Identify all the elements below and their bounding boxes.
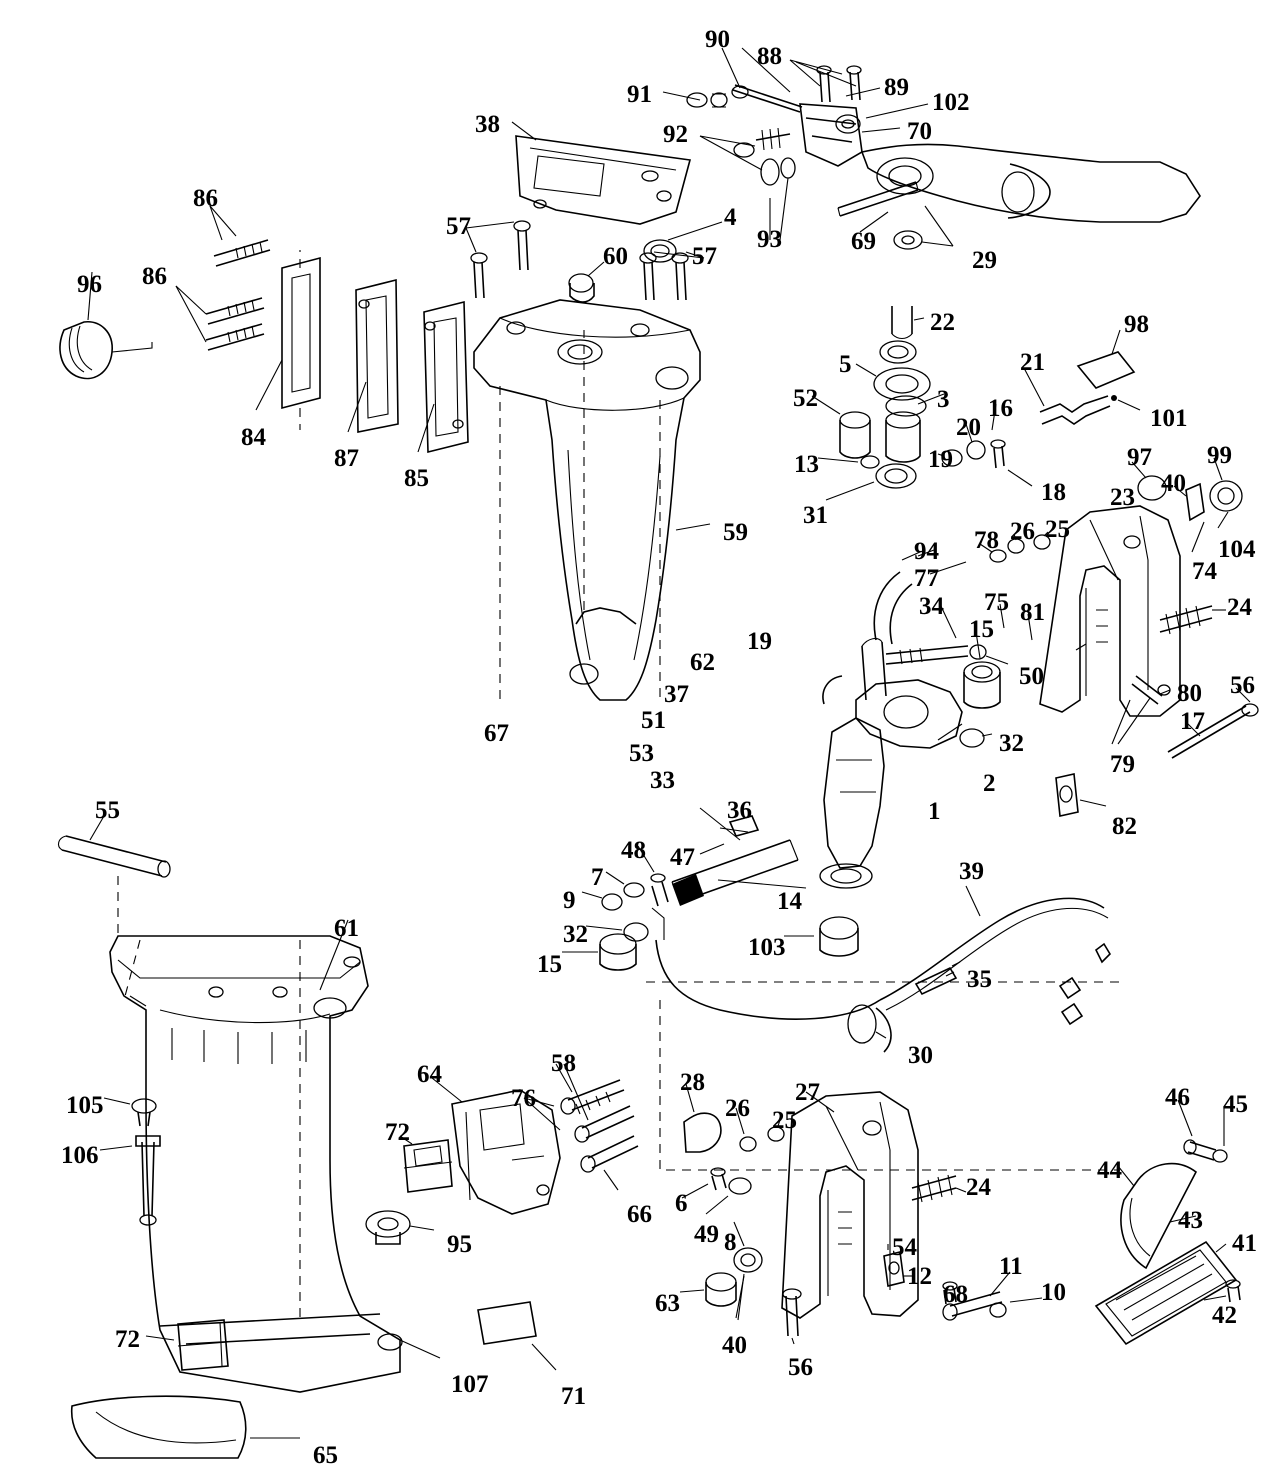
callout-48: 48 <box>621 837 646 864</box>
callout-3: 3 <box>937 386 950 413</box>
callout-32-upper: 32 <box>999 730 1024 757</box>
callout-64: 64 <box>417 1061 442 1088</box>
callout-34: 34 <box>919 593 944 620</box>
callout-24-lower: 24 <box>966 1174 991 1201</box>
callout-63: 63 <box>655 1290 680 1317</box>
callout-68: 68 <box>943 1281 968 1308</box>
callout-87: 87 <box>334 445 359 472</box>
callout-86-lower: 86 <box>142 263 167 290</box>
callout-45: 45 <box>1223 1091 1248 1118</box>
callout-19-upper: 19 <box>928 446 953 473</box>
callout-65: 65 <box>313 1442 338 1469</box>
callout-44: 44 <box>1097 1157 1122 1184</box>
callout-82: 82 <box>1112 813 1137 840</box>
callout-88: 88 <box>757 43 782 70</box>
callout-78: 78 <box>974 527 999 554</box>
callout-76: 76 <box>511 1085 536 1112</box>
callout-53: 53 <box>629 740 654 767</box>
callout-57-top-right: 57 <box>692 243 717 270</box>
callout-107: 107 <box>451 1371 489 1398</box>
callout-81: 81 <box>1020 599 1045 626</box>
callout-1: 1 <box>928 798 941 825</box>
callout-72-lower: 72 <box>115 1326 140 1353</box>
callout-40-lower: 40 <box>722 1332 747 1359</box>
callout-72-upper: 72 <box>385 1119 410 1146</box>
callout-2: 2 <box>983 770 996 797</box>
callout-15-upper: 15 <box>969 616 994 643</box>
swivel-shaft-group <box>812 306 1140 500</box>
callout-23: 23 <box>1110 484 1135 511</box>
callout-9: 9 <box>563 887 576 914</box>
callout-17: 17 <box>1180 708 1205 735</box>
callout-38: 38 <box>475 111 500 138</box>
callout-51: 51 <box>641 707 666 734</box>
callout-57-top-left: 57 <box>446 213 471 240</box>
callout-25-upper: 25 <box>1045 516 1070 543</box>
callout-21: 21 <box>1020 349 1045 376</box>
callout-60: 60 <box>603 243 628 270</box>
lower-housing-group <box>59 816 638 1458</box>
callout-35: 35 <box>967 966 992 993</box>
callout-59: 59 <box>723 519 748 546</box>
callout-39: 39 <box>959 858 984 885</box>
callout-8: 8 <box>724 1229 737 1256</box>
callout-47: 47 <box>670 844 695 871</box>
callout-40-upper: 40 <box>1161 470 1186 497</box>
callout-56-bottom: 56 <box>788 1354 813 1381</box>
callout-92: 92 <box>663 121 688 148</box>
callout-56-right: 56 <box>1230 672 1255 699</box>
callout-93: 93 <box>757 226 782 253</box>
callout-14: 14 <box>777 888 802 915</box>
callout-37: 37 <box>664 681 689 708</box>
callout-33: 33 <box>650 767 675 794</box>
callout-105: 105 <box>66 1092 104 1119</box>
callout-89: 89 <box>884 74 909 101</box>
callout-29: 29 <box>972 247 997 274</box>
callout-16: 16 <box>988 395 1013 422</box>
callout-46: 46 <box>1165 1084 1190 1111</box>
callout-79: 79 <box>1110 751 1135 778</box>
callout-90: 90 <box>705 26 730 53</box>
callout-95: 95 <box>447 1231 472 1258</box>
callout-42: 42 <box>1212 1302 1237 1329</box>
callout-26-lower: 26 <box>725 1095 750 1122</box>
callout-18: 18 <box>1041 479 1066 506</box>
callout-71: 71 <box>561 1383 586 1410</box>
callout-102: 102 <box>932 89 970 116</box>
callout-43: 43 <box>1178 1207 1203 1234</box>
callout-54: 54 <box>892 1234 917 1261</box>
callout-69: 69 <box>851 228 876 255</box>
callout-5: 5 <box>839 351 852 378</box>
callout-6: 6 <box>675 1190 688 1217</box>
callout-22: 22 <box>930 309 955 336</box>
callout-106: 106 <box>61 1142 99 1169</box>
callout-97: 97 <box>1127 444 1152 471</box>
callout-41: 41 <box>1232 1230 1257 1257</box>
callout-75: 75 <box>984 589 1009 616</box>
clamp-bracket-right <box>1040 458 1258 816</box>
callout-30: 30 <box>908 1042 933 1069</box>
callout-61: 61 <box>334 915 359 942</box>
callout-4: 4 <box>724 204 737 231</box>
callout-94: 94 <box>914 538 939 565</box>
callout-50: 50 <box>1019 663 1044 690</box>
callout-104: 104 <box>1218 536 1256 563</box>
callout-20: 20 <box>956 414 981 441</box>
callout-24-upper: 24 <box>1227 594 1252 621</box>
callout-86-upper: 86 <box>193 185 218 212</box>
callout-49: 49 <box>694 1221 719 1248</box>
callout-70: 70 <box>907 118 932 145</box>
callout-32-lower: 32 <box>563 921 588 948</box>
callout-13: 13 <box>794 451 819 478</box>
callout-99: 99 <box>1207 442 1232 469</box>
callout-31: 31 <box>803 502 828 529</box>
callout-84: 84 <box>241 424 266 451</box>
callout-7: 7 <box>591 864 604 891</box>
callout-26-upper: 26 <box>1010 518 1035 545</box>
callout-62: 62 <box>690 649 715 676</box>
callout-67: 67 <box>484 720 509 747</box>
callout-91: 91 <box>627 81 652 108</box>
callout-15-lower: 15 <box>537 951 562 978</box>
clamp-bracket-lower <box>680 1084 1042 1344</box>
callout-103: 103 <box>748 934 786 961</box>
callout-12: 12 <box>907 1263 932 1290</box>
callout-77: 77 <box>914 565 939 592</box>
callout-11: 11 <box>999 1253 1023 1280</box>
callout-80: 80 <box>1177 680 1202 707</box>
callout-28: 28 <box>680 1069 705 1096</box>
callout-36: 36 <box>727 797 752 824</box>
upper-housing-group <box>60 122 722 700</box>
callout-66: 66 <box>627 1201 652 1228</box>
callout-55: 55 <box>95 797 120 824</box>
callout-10: 10 <box>1041 1279 1066 1306</box>
shift-linkage-group <box>663 48 1200 249</box>
callout-19-lower: 19 <box>747 628 772 655</box>
callout-74: 74 <box>1192 558 1217 585</box>
callout-101: 101 <box>1150 405 1188 432</box>
callout-27: 27 <box>795 1079 820 1106</box>
callout-25-lower: 25 <box>772 1107 797 1134</box>
callout-52: 52 <box>793 385 818 412</box>
callout-85: 85 <box>404 465 429 492</box>
callout-58: 58 <box>551 1050 576 1077</box>
callout-98: 98 <box>1124 311 1149 338</box>
callout-96: 96 <box>77 271 102 298</box>
